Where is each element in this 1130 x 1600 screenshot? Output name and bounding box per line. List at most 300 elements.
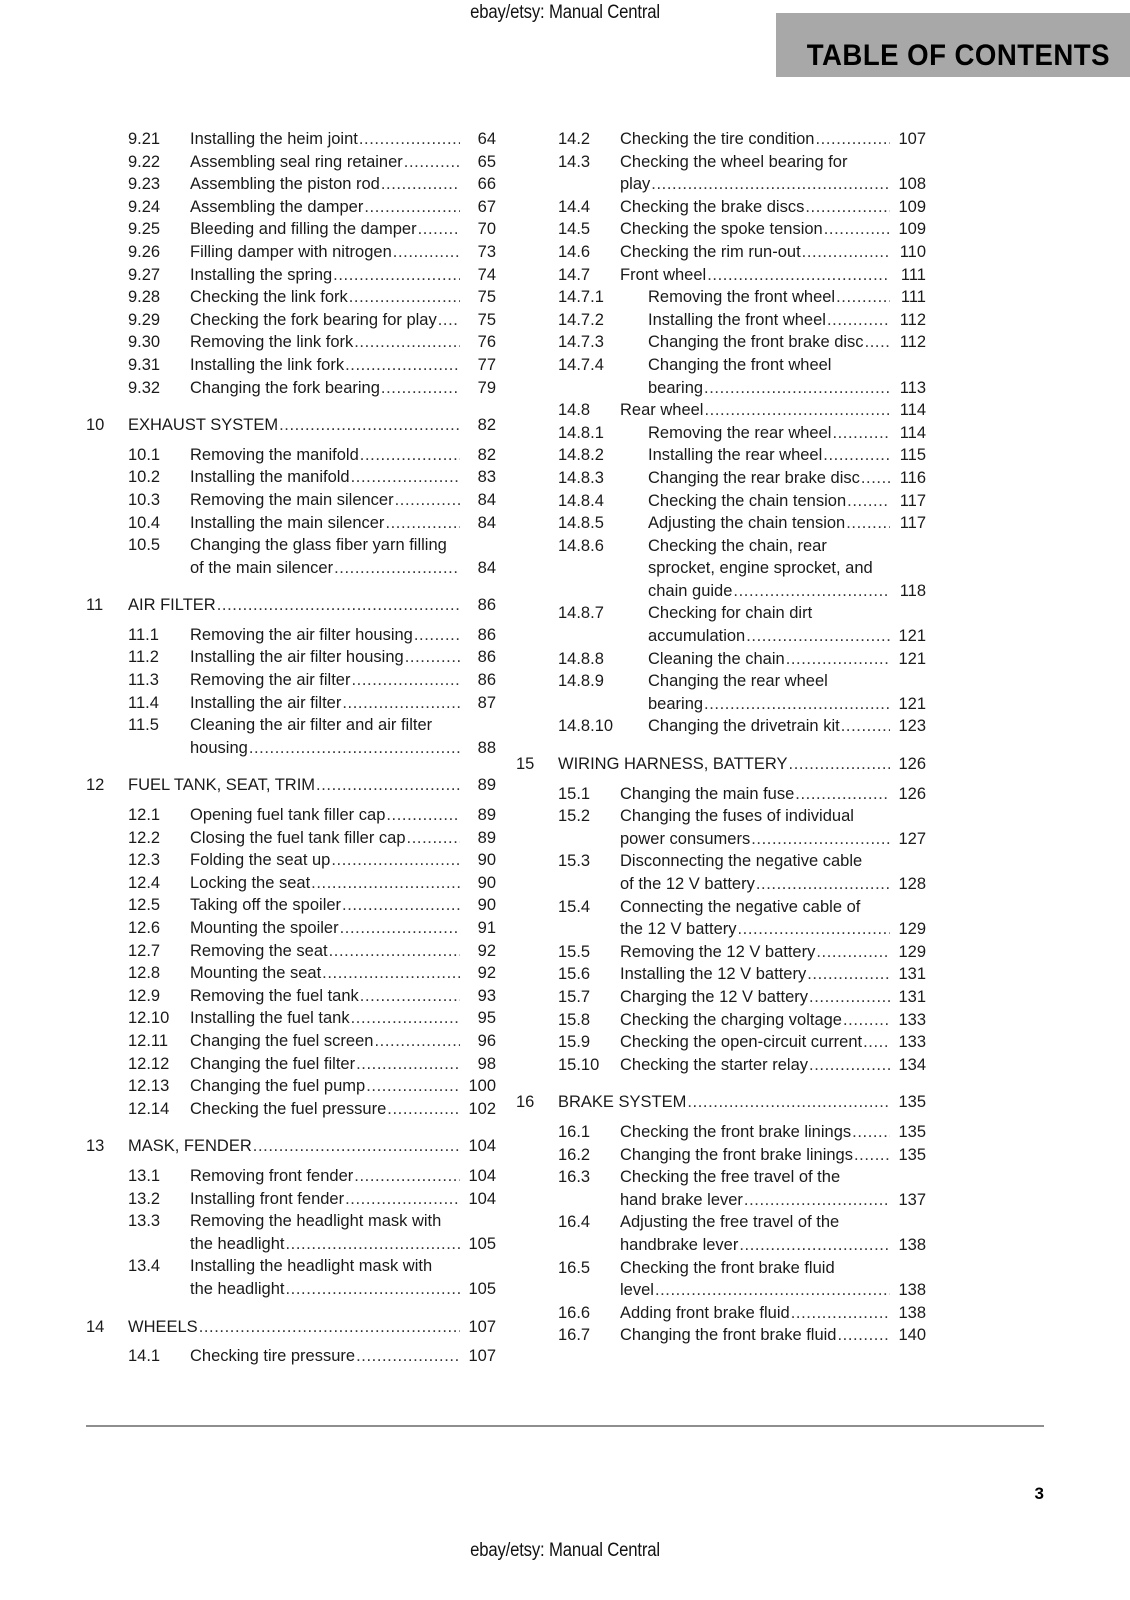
toc-entry-page: 134 <box>898 1055 926 1074</box>
toc-entry-number: 10.5 <box>128 536 161 555</box>
toc-entry[interactable] <box>516 1031 926 1054</box>
toc-leader-dots <box>333 264 460 287</box>
toc-entry[interactable] <box>516 399 926 422</box>
toc-entry[interactable] <box>516 151 926 196</box>
toc-entry[interactable] <box>86 714 496 759</box>
toc-leader-dots <box>345 1188 460 1211</box>
toc-entry-page: 110 <box>899 242 926 261</box>
toc-entry-label: Changing the front wheel <box>648 355 832 374</box>
toc-entry[interactable] <box>86 264 496 287</box>
toc-entry-page: 66 <box>477 175 496 194</box>
toc-entry[interactable] <box>86 872 496 895</box>
toc-entry-number: 14.6 <box>558 242 591 261</box>
toc-entry[interactable] <box>86 849 496 872</box>
toc-entry-page: 75 <box>477 310 496 329</box>
toc-entry-number: 12.9 <box>128 986 161 1005</box>
toc-entry[interactable] <box>516 941 926 964</box>
toc-entry[interactable] <box>86 1135 496 1158</box>
toc-entry-page: 84 <box>477 513 496 532</box>
toc-entry-page: 104 <box>468 1166 496 1185</box>
toc-entry-page: 105 <box>468 1279 496 1298</box>
toc-leader-dots <box>364 196 460 219</box>
toc-entry-page: 102 <box>468 1099 496 1118</box>
toc-leader-dots <box>651 173 890 196</box>
toc-leader-dots <box>836 286 890 309</box>
toc-entry[interactable] <box>516 1121 926 1144</box>
toc-entry-number: 15.9 <box>558 1033 591 1052</box>
toc-entry-number: 9.32 <box>128 378 161 397</box>
toc-entry-page: 73 <box>477 242 496 261</box>
toc-entry[interactable] <box>516 1091 926 1114</box>
toc-entry-number: 16.3 <box>558 1168 591 1187</box>
toc-entry-label: Mounting the spoiler <box>190 919 339 937</box>
toc-entry-number: 14.7.4 <box>558 355 604 374</box>
toc-leader-dots <box>802 241 890 264</box>
watermark-top: ebay/etsy: Manual Central <box>470 2 660 23</box>
toc-entry[interactable] <box>516 512 926 535</box>
toc-leader-dots <box>816 941 890 964</box>
toc-entry[interactable] <box>86 331 496 354</box>
toc-entry-label: Checking the chain tension <box>648 491 847 510</box>
toc-leader-dots <box>407 827 460 850</box>
toc-entry-page: 89 <box>477 806 496 825</box>
toc-entry[interactable] <box>516 715 926 738</box>
toc-entry-page: 89 <box>477 776 496 795</box>
toc-entry-page: 90 <box>477 873 496 892</box>
toc-entry[interactable] <box>516 1009 926 1032</box>
toc-leader-dots <box>865 331 890 354</box>
toc-entry-label: Changing the fuel filter <box>190 1054 356 1073</box>
toc-entry[interactable] <box>86 128 496 151</box>
toc-leader-dots <box>322 962 460 985</box>
watermark-bottom: ebay/etsy: Manual Central <box>470 1540 660 1561</box>
toc-entry-label: Checking the open-circuit current <box>620 1033 863 1052</box>
toc-entry[interactable] <box>516 805 926 850</box>
toc-leader-dots <box>738 918 891 941</box>
toc-leader-dots <box>847 490 890 513</box>
toc-entry-number: 11.4 <box>128 693 159 712</box>
toc-entry[interactable] <box>86 1210 496 1255</box>
toc-entry[interactable] <box>86 1098 496 1121</box>
toc-entry[interactable] <box>86 444 496 467</box>
toc-entry-page: 96 <box>477 1031 496 1050</box>
toc-entry-label: chain guide <box>648 581 733 600</box>
toc-entry-number: 9.27 <box>128 265 161 284</box>
toc-entry-label: Removing the main silencer <box>190 490 394 509</box>
toc-entry-label: hand brake lever <box>620 1190 743 1209</box>
toc-entry-page: 128 <box>898 875 926 893</box>
toc-leader-dots <box>334 557 460 580</box>
toc-entry[interactable] <box>516 241 926 264</box>
toc-entry[interactable] <box>86 804 496 827</box>
toc-entry-label: Checking the front brake linings <box>620 1122 852 1141</box>
toc-entry[interactable] <box>86 512 496 535</box>
toc-entry[interactable] <box>516 490 926 513</box>
toc-column-left <box>86 128 496 1368</box>
toc-leader-dots <box>374 1030 460 1053</box>
toc-entry-label: Removing the manifold <box>190 445 359 464</box>
toc-leader-dots <box>756 873 890 896</box>
toc-entry-page: 107 <box>898 130 926 148</box>
toc-entry-page: 133 <box>898 1010 926 1029</box>
toc-entry[interactable] <box>86 1345 496 1368</box>
toc-entry-page: 75 <box>477 288 496 307</box>
toc-entry-page: 92 <box>477 964 496 983</box>
toc-entry[interactable] <box>516 444 926 467</box>
toc-entry[interactable] <box>86 940 496 963</box>
toc-entry[interactable] <box>86 286 496 309</box>
toc-entry-number: 12.6 <box>128 919 161 937</box>
toc-leader-dots <box>351 466 460 489</box>
toc-entry-label: Locking the seat <box>190 873 311 892</box>
toc-entry-page: 70 <box>477 220 496 239</box>
toc-entry-page: 121 <box>898 627 926 646</box>
toc-entry-label: Disconnecting the negative cable <box>620 852 863 871</box>
toc-entry-number: 13.1 <box>128 1166 161 1185</box>
toc-leader-dots <box>354 331 460 354</box>
toc-leader-dots <box>746 625 890 648</box>
toc-entry-page: 88 <box>477 738 496 757</box>
toc-entry-number: 10.2 <box>128 468 161 487</box>
toc-leader-dots <box>366 1075 460 1098</box>
toc-entry-page: 87 <box>477 693 496 712</box>
toc-entry-page: 126 <box>898 784 926 803</box>
toc-entry-label: Adjusting the chain tension <box>648 514 846 533</box>
toc-entry-number: 13 <box>86 1137 105 1156</box>
toc-entry-number: 11 <box>86 596 104 615</box>
toc-entry-page: 86 <box>477 648 496 667</box>
toc-entry[interactable] <box>86 594 496 617</box>
toc-entry[interactable] <box>86 534 496 579</box>
toc-entry[interactable] <box>516 602 926 647</box>
toc-entry-label: Opening fuel tank filler cap <box>190 806 386 825</box>
toc-entry-number: 14.8.4 <box>558 491 604 510</box>
toc-entry[interactable] <box>86 354 496 377</box>
toc-entry-number: 16 <box>516 1093 535 1112</box>
toc-entry[interactable] <box>86 1030 496 1053</box>
toc-leader-dots <box>340 917 460 940</box>
toc-entry-label: Assembling the piston rod <box>190 175 380 194</box>
toc-entry-label: Installing the main silencer <box>190 513 385 532</box>
toc-entry[interactable] <box>86 1255 496 1300</box>
toc-entry-page: 86 <box>477 596 496 615</box>
toc-entry-label: Removing the front wheel <box>648 288 836 307</box>
toc-entry-number: 12.1 <box>128 806 161 825</box>
toc-entry[interactable] <box>86 173 496 196</box>
toc-leader-dots <box>286 1233 461 1256</box>
toc-entry-page: 107 <box>468 1317 496 1336</box>
toc-entry-label: Removing the seat <box>190 941 328 960</box>
toc-leader-dots <box>279 414 460 437</box>
toc-leader-dots <box>342 692 460 715</box>
toc-leader-dots <box>359 128 460 151</box>
toc-entry-number: 9.22 <box>128 152 161 171</box>
toc-entry[interactable] <box>516 1166 926 1211</box>
toc-leader-dots <box>807 963 890 986</box>
toc-entry[interactable] <box>516 963 926 986</box>
toc-leader-dots <box>815 128 890 151</box>
toc-leader-dots <box>843 1009 890 1032</box>
toc-entry-page: 76 <box>477 333 496 352</box>
toc-entry-number: 9.30 <box>128 333 161 352</box>
toc-entry-label: Checking the free travel of the <box>620 1168 841 1187</box>
toc-entry[interactable] <box>516 128 926 151</box>
toc-entry-label: Installing the heim joint <box>190 130 358 148</box>
toc-entry[interactable] <box>516 218 926 241</box>
toc-entry[interactable] <box>516 354 926 399</box>
toc-entry[interactable] <box>86 1165 496 1188</box>
toc-leader-dots <box>404 151 460 174</box>
toc-entry-label: level <box>620 1281 654 1300</box>
toc-entry-page: 89 <box>477 828 496 847</box>
toc-leader-dots <box>707 264 890 287</box>
toc-entry[interactable] <box>86 669 496 692</box>
toc-entry-number: 15.10 <box>558 1055 600 1074</box>
toc-entry[interactable] <box>516 264 926 287</box>
toc-entry-page: 131 <box>898 987 926 1006</box>
toc-leader-dots <box>704 377 890 400</box>
toc-entry-page: 82 <box>477 445 496 464</box>
toc-entry-page: 138 <box>898 1235 926 1254</box>
toc-entry[interactable] <box>86 241 496 264</box>
toc-entry-number: 14.8 <box>558 401 591 420</box>
toc-entry[interactable] <box>86 646 496 669</box>
toc-entry-page: 67 <box>477 197 496 216</box>
toc-entry-number: 14.7.2 <box>558 310 604 329</box>
toc-entry[interactable] <box>86 489 496 512</box>
toc-entry[interactable] <box>86 985 496 1008</box>
toc-entry-page: 117 <box>899 514 926 533</box>
toc-entry[interactable] <box>86 894 496 917</box>
toc-entry[interactable] <box>86 196 496 219</box>
toc-entry-label: Checking the front brake fluid <box>620 1258 835 1277</box>
toc-entry[interactable] <box>86 1316 496 1339</box>
toc-entry-page: 86 <box>477 671 496 690</box>
toc-entry-number: 9.31 <box>128 355 161 374</box>
toc-entry-page: 108 <box>898 175 926 194</box>
toc-leader-dots <box>733 580 890 603</box>
toc-leader-dots <box>809 986 890 1009</box>
toc-entry-number: 9.23 <box>128 175 161 194</box>
toc-entry-label: Checking the link fork <box>190 288 348 307</box>
toc-leader-dots <box>414 624 460 647</box>
toc-leader-dots <box>751 828 890 851</box>
toc-entry[interactable] <box>86 151 496 174</box>
toc-entry-page: 135 <box>898 1145 926 1164</box>
toc-entry-label: Rear wheel <box>620 401 704 420</box>
toc-entry-number: 9.29 <box>128 310 161 329</box>
toc-entry[interactable] <box>516 331 926 354</box>
toc-entry-number: 9.26 <box>128 242 161 261</box>
toc-leader-dots <box>837 1324 890 1347</box>
toc-entry-label: Changing the fork bearing <box>190 378 380 397</box>
toc-entry-page: 127 <box>898 829 926 848</box>
toc-entry-number: 14.8.2 <box>558 446 604 465</box>
toc-leader-dots <box>311 872 460 895</box>
toc-entry-page: 113 <box>899 378 926 397</box>
toc-leader-dots <box>786 648 890 671</box>
toc-entry-label: Removing the 12 V battery <box>620 942 816 961</box>
toc-entry-page: 114 <box>899 401 926 420</box>
toc-leader-dots <box>861 467 890 490</box>
toc-entry-page: 100 <box>468 1077 496 1096</box>
toc-entry[interactable] <box>516 467 926 490</box>
toc-entry[interactable] <box>516 850 926 895</box>
toc-entry[interactable] <box>86 466 496 489</box>
toc-entry-label: Front wheel <box>620 265 707 284</box>
toc-entry[interactable] <box>516 648 926 671</box>
toc-entry[interactable] <box>516 753 926 776</box>
toc-entry-label: FUEL TANK, SEAT, TRIM <box>128 776 316 795</box>
toc-leader-dots <box>381 173 460 196</box>
toc-leader-dots <box>342 894 460 917</box>
toc-entry-page: 129 <box>898 942 926 961</box>
toc-leader-dots <box>405 646 460 669</box>
page-number: 3 <box>1034 1484 1044 1503</box>
toc-leader-dots <box>863 1031 890 1054</box>
toc-entry-label: EXHAUST SYSTEM <box>128 416 279 435</box>
toc-entry-label: Checking the brake discs <box>620 197 805 216</box>
toc-entry-page: 116 <box>899 468 926 487</box>
toc-entry[interactable] <box>516 1211 926 1256</box>
toc-leader-dots <box>360 985 460 1008</box>
toc-entry[interactable] <box>516 422 926 445</box>
toc-leader-dots <box>846 512 890 535</box>
toc-entry-label: WHEELS <box>128 1317 198 1336</box>
toc-entry-label: Installing the 12 V battery <box>620 965 807 984</box>
toc-entry-label: Installing the fuel tank <box>190 1009 350 1028</box>
toc-entry[interactable] <box>86 377 496 400</box>
toc-entry[interactable] <box>86 917 496 940</box>
toc-entry-number: 12.5 <box>128 896 161 915</box>
toc-entry-number: 9.25 <box>128 220 161 239</box>
toc-entry[interactable] <box>516 1324 926 1347</box>
toc-entry-label: Changing the fuses of individual <box>620 807 854 826</box>
toc-entry-label: Checking the chain, rear <box>648 536 827 555</box>
toc-entry-number: 15.5 <box>558 942 591 961</box>
toc-entry[interactable] <box>86 962 496 985</box>
toc-entry-label: Taking off the spoiler <box>190 896 342 915</box>
toc-entry[interactable] <box>516 535 926 603</box>
toc-entry-number: 14.8.1 <box>558 423 604 442</box>
toc-entry-label: Changing the rear wheel <box>648 672 828 691</box>
toc-entry[interactable] <box>86 624 496 647</box>
toc-entry-page: 138 <box>898 1281 926 1300</box>
toc-entry[interactable] <box>516 1257 926 1302</box>
toc-entry-page: 79 <box>477 378 496 397</box>
toc-entry-label: Checking the charging voltage <box>620 1010 842 1029</box>
toc-entry-number: 14.7.3 <box>558 333 604 352</box>
toc-leader-dots <box>789 753 890 776</box>
toc-leader-dots <box>345 354 460 377</box>
toc-entry[interactable] <box>516 309 926 332</box>
toc-entry-label: the 12 V battery <box>620 920 737 939</box>
toc-entry-number: 12.13 <box>128 1077 170 1096</box>
toc-entry-label: bearing <box>648 694 704 713</box>
toc-entry[interactable] <box>86 414 496 437</box>
toc-entry[interactable] <box>86 1007 496 1030</box>
toc-entry-number: 12.4 <box>128 873 161 892</box>
toc-entry-label: Closing the fuel tank filler cap <box>190 828 406 847</box>
toc-entry-label: Changing the fuel pump <box>190 1077 366 1096</box>
toc-entry[interactable] <box>516 1302 926 1325</box>
toc-entry[interactable] <box>86 218 496 241</box>
toc-entry[interactable] <box>86 1053 496 1076</box>
toc-entry-label: Installing the link fork <box>190 355 345 374</box>
header-banner <box>776 13 1130 77</box>
toc-leader-dots <box>854 1144 890 1167</box>
toc-leader-dots <box>331 849 460 872</box>
toc-entry-number: 14.7 <box>558 265 591 284</box>
toc-leader-dots <box>795 783 890 806</box>
toc-leader-dots <box>395 489 460 512</box>
toc-entry-page: 109 <box>898 220 926 239</box>
toc-entry-number: 14.8.7 <box>558 604 604 623</box>
toc-entry-label: MASK, FENDER <box>128 1137 252 1156</box>
toc-entry[interactable] <box>86 827 496 850</box>
toc-entry-number: 16.1 <box>558 1122 591 1141</box>
toc-entry[interactable] <box>86 774 496 797</box>
toc-entry-label: play <box>620 175 651 194</box>
toc-entry-page: 64 <box>477 130 496 148</box>
toc-leader-dots <box>349 286 460 309</box>
toc-entry-number: 15.7 <box>558 987 591 1006</box>
toc-entry-label: sprocket, engine sprocket, and <box>648 559 873 578</box>
toc-entry-label: Cleaning the air filter and air filter <box>190 716 433 735</box>
toc-entry-page: 77 <box>477 355 496 374</box>
toc-leader-dots <box>249 737 460 760</box>
toc-entry-number: 15.3 <box>558 852 591 871</box>
toc-entry-page: 112 <box>899 333 926 352</box>
toc-entry-number: 15.6 <box>558 965 591 984</box>
toc-entry[interactable] <box>86 309 496 332</box>
toc-entry-label: Installing the headlight mask with <box>190 1257 433 1276</box>
toc-entry-number: 12.7 <box>128 941 161 960</box>
toc-entry[interactable] <box>86 692 496 715</box>
toc-entry-number: 14.8.8 <box>558 649 604 668</box>
toc-entry-number: 13.4 <box>128 1257 161 1276</box>
toc-entry-number: 10.4 <box>128 513 161 532</box>
toc-entry-label: Removing the fuel tank <box>190 986 359 1005</box>
toc-entry-number: 16.5 <box>558 1258 591 1277</box>
toc-entry-label: Checking the tire condition <box>620 130 815 148</box>
toc-entry-label: Changing the front brake fluid <box>620 1326 837 1345</box>
toc-entry-label: Changing the front brake linings <box>620 1145 853 1164</box>
toc-entry[interactable] <box>516 783 926 806</box>
toc-entry-page: 93 <box>477 986 496 1005</box>
toc-entry[interactable] <box>516 1144 926 1167</box>
toc-entry[interactable] <box>516 286 926 309</box>
toc-entry[interactable] <box>516 986 926 1009</box>
toc-entry-number: 14.8.5 <box>558 514 604 533</box>
toc-entry-number: 9.21 <box>128 130 161 148</box>
toc-leader-dots <box>387 1098 460 1121</box>
toc-entry[interactable] <box>516 196 926 219</box>
toc-entry[interactable] <box>516 1054 926 1077</box>
toc-entry-page: 115 <box>899 446 926 465</box>
toc-entry[interactable] <box>516 670 926 715</box>
toc-entry-number: 12.2 <box>128 828 161 847</box>
toc-entry[interactable] <box>86 1188 496 1211</box>
toc-entry[interactable] <box>86 1075 496 1098</box>
toc-entry-page: 90 <box>477 896 496 915</box>
toc-leader-dots <box>824 218 890 241</box>
toc-entry-page: 114 <box>899 423 926 442</box>
toc-entry[interactable] <box>516 896 926 941</box>
toc-entry-page: 84 <box>477 558 496 577</box>
toc-entry-number: 14.2 <box>558 130 591 148</box>
toc-entry-page: 111 <box>900 288 926 307</box>
